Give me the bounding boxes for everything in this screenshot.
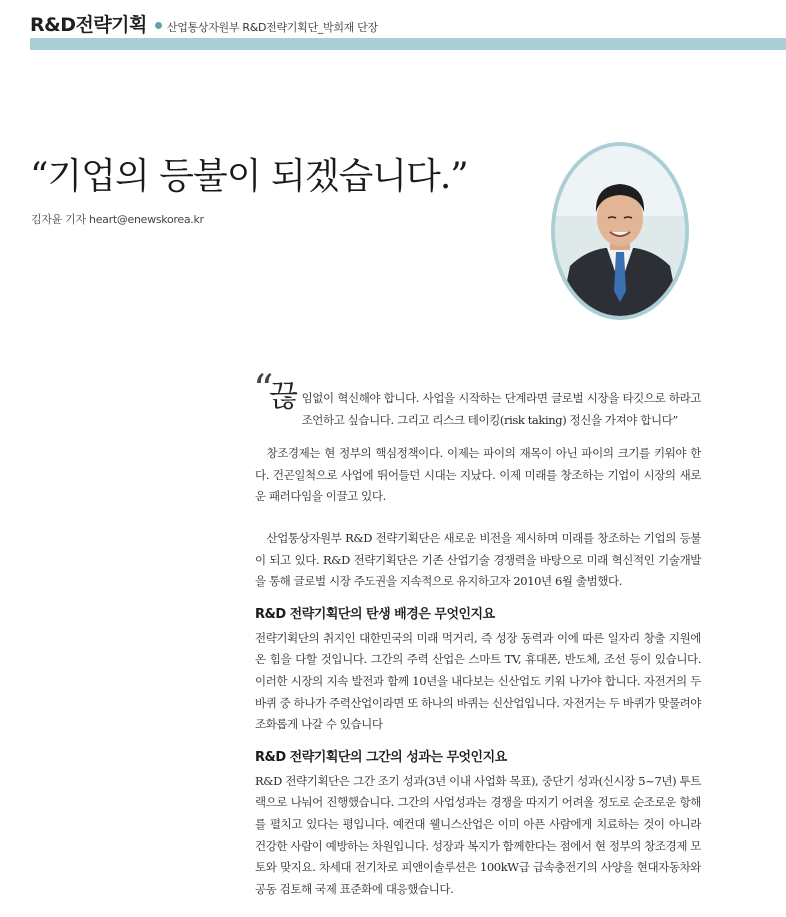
paragraph-1: 창조경제는 현 정부의 핵심정책이다. 이제는 파이의 재목이 아닌 파이의 크기를 키워야 한다. 건곤일척으로 사업에 뛰어들던 시대는 지났다. 이제 미래를 창조하는 기업이 시장의 새로운 패러다임을 이끌고 있다.: [255, 446, 701, 504]
byline: 김자윤 기자 heart@enewskorea.kr: [31, 213, 204, 226]
headline: “기업의 등불이 되겠습니다.”: [30, 156, 468, 197]
bullet-dot-icon: [155, 22, 162, 29]
answer-2: R&D 전략기획단은 그간 조기 성과(3년 이내 사업화 목표), 중단기 성과(신시장 5~7년) 투트랙으로 나눠어 진행했습니다. 그간의 사업성과는 경쟁을 따지기 어려울 정도로 순조로운 항해를 펼치고 있다는 평입니다. 예컨대 웰니스산업은 이미 아픈 사람에게 치료하는 것이 아니라 건강한 사람이 예방하는 차원입니다. 성장과 복지가 함께한다는 점에서 현 정부의 창조경제 모토와 맞지요. 차세대 전기차로 피앤이솔루션은 100kW급 급속충전기의 사양을 현대자동차와 공동 검토해 국제 표준화에 대응했습니다.: [255, 773, 702, 896]
paragraph-2: 산업통상자원부 R&D 전략기획단은 새로운 비전을 제시하며 미래를 창조하는 기업의 등불 이 되고 있다. R&D 전략기획단은 기존 산업기술 경쟁력을 바탕으로 미래 혁신적인 기술개발을 통해 글로벌 시장 주도권을 지속적으로 유지하고자 2010년 6월 출범했다.: [255, 530, 701, 589]
lead-paragraph: [253, 367, 701, 431]
answer-1: 전략기획단의 취지인 대한민국의 미래 먹거리, 즉 성장 동력과 이에 따른 일자리 창출 지원에 온 힘을 다할 것입니다. 그간의 주력 산업은 스마트 TV, 휴대폰, 반도체, 조선 등이 있습니다. 이러한 시장의 지속 발전과 함께 10년을 내다보는 신산업도 키워 나가야 합니다. 자전거의 두 바퀴 중 하나가 주력산업이라면 또 하나의 바퀴는 신산업입니다. 자전거는 두 바퀴가 맞물려야 조화롭게 나갈 수 있습니다: [255, 630, 702, 732]
open-quote-mark: “: [253, 367, 274, 413]
portrait-illustration: [555, 146, 685, 316]
question-2: R&D 전략기획단의 그간의 성과는 무엇인지요: [255, 749, 507, 765]
drop-cap: 끊: [269, 379, 298, 414]
lead-text: 임없이 혁신해야 합니다. 사업을 시작하는 단계라면 글로벌 시장을 타깃으로 하라고 조언하고 싶습니다. 그리고 리스크 테이킹(risk taking) 정신을 가져야 합니다”: [301, 391, 701, 427]
section-header: [30, 10, 378, 34]
section-title: R&D전략기획: [30, 14, 147, 36]
article-body: [253, 367, 702, 900]
portrait-photo: [551, 142, 689, 320]
header-divider-bar: [30, 38, 786, 50]
section-subtitle: 산업통상자원부 R&D전략기획단_박희재 단장: [166, 21, 378, 34]
question-1: R&D 전략기획단의 탄생 배경은 무엇인지요: [255, 606, 495, 622]
